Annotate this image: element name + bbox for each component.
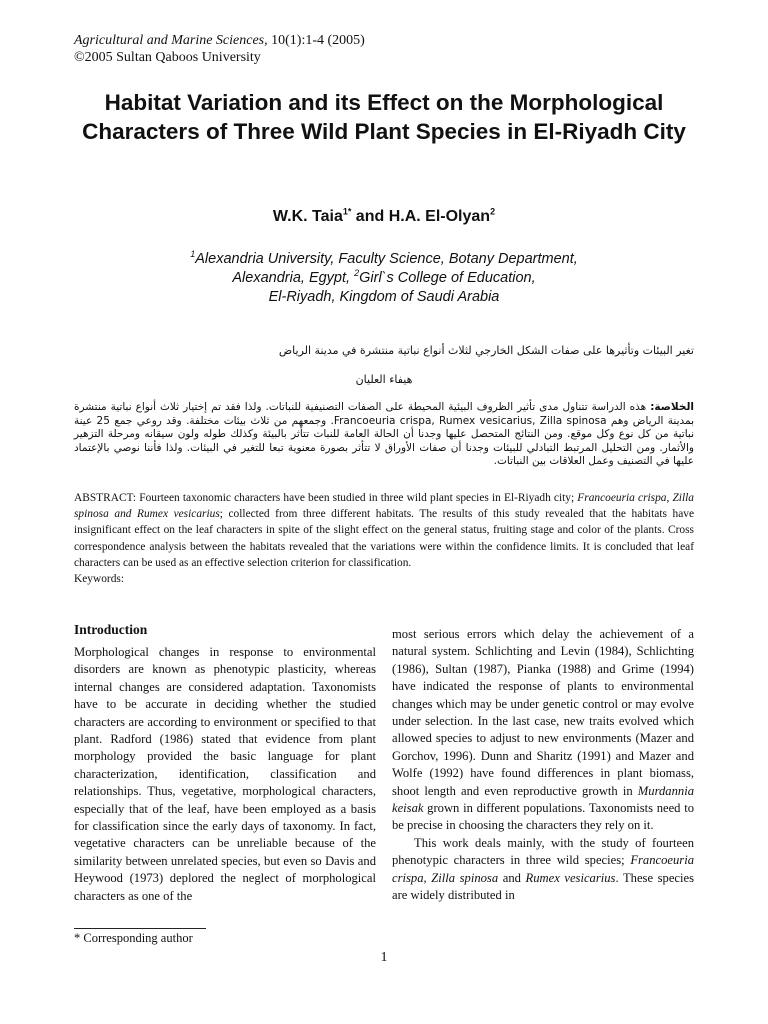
journal-citation <box>74 32 365 49</box>
arabic-title: تغير البيئات وتأثيرها على صفات الشكل الخارجي لثلاث أنواع نباتية منتشرة في مدينة الرياض <box>278 344 694 357</box>
arabic-abstract-label: الخلاصة: <box>650 401 694 413</box>
author-1-superscript: 1* <box>342 206 352 217</box>
arabic-authors: هيفاء العليان <box>355 373 413 386</box>
author-1: W.K. Taia <box>272 208 343 225</box>
right-p2-species-2: Rumex vesicarius <box>525 870 616 885</box>
introduction-paragraph-right-1 <box>392 626 694 835</box>
introduction-heading: Introduction <box>74 622 148 637</box>
affiliation-superscript-1: 1 <box>190 249 196 260</box>
abstract-species: Francoeuria crispa, Zilla spinosa and Rumex vesicarius <box>74 492 694 521</box>
right-p2-text-b: . These species are widely distributed in <box>392 870 695 903</box>
right-p1-text-b: grown in different populations. Taxonomists need to be precise in choosing the characters they rely on it. <box>392 801 694 833</box>
affiliation-line-3: El-Riyadh, Kingdom of Saudi Arabia <box>268 289 500 305</box>
right-p1-text-a: most serious errors which delay the achievement of a natural system. Schlichting and Levin (1984), Schlichting (1986), Sultan (1987), Pianka (1988) and Grime (1994) have indicated the response of plants to environmental changes which may be under genetic control or may evolve under selection. In the last case, new traits evolved which allowed species to adjust to new environments (Mazer and Gorchov, 1996). Dunn and Sharitz (1991) and Mazer and Wolfe (1992) have found differences in plant biomass, shoot length and even reproductive growth in <box>392 627 694 798</box>
affiliation-text-1: Alexandria University, Faculty Science, Botany Department, <box>195 251 578 267</box>
introduction-paragraph-right-2 <box>392 835 694 905</box>
footnote-rule <box>74 928 206 929</box>
introduction-paragraph-left: Morphological changes in response to environmental disorders are known as phenotypic plasticity, whereas internal changes are considered adaptation. Taxonomists have to be accurate in deciding whether the studied characters are according to environment or specified to that plant. Radford (1986) stated that evidence from plant morphology provided the basic language for plant characterization, identification, classification and relationships. Thus, vegetative, morphological characters, especially that of the leaf, have been employed as a basis for classification since the early days of taxonomy. In fact, vegetative characters can be unreliable because of the similarity between unrelated species, but even so Davis and Heywood (1973) deplored the neglect of morphological characters as one of the <box>74 645 376 903</box>
journal-issue: , 10(1):1-4 (2005) <box>264 33 365 48</box>
affiliation-text-2a: Alexandria, Egypt, <box>232 270 355 286</box>
author-connector: and <box>351 208 389 225</box>
right-p2-text-mid: and <box>498 870 526 885</box>
left-column <box>74 620 376 905</box>
abstract-text-b: ; collected from three different habitats. The results of this study revealed that the habitats have insignificant effect on the leaf characters in spite of the slight effect on the general status, fruiting stage and color of the plants. Cross correspondence analysis between the habitats revealed that the variations were within the confidence limits. It is concluded that leaf characters can be used as an effective selection criterion for classification. <box>74 508 695 569</box>
affiliation-superscript-2: 2 <box>354 268 360 279</box>
author-2-superscript: 2 <box>490 206 496 217</box>
right-column <box>392 626 694 905</box>
author-2: H.A. El-Olyan <box>388 208 491 225</box>
affiliation-block <box>60 250 708 307</box>
copyright-line: ©2005 Sultan Qaboos University <box>74 50 261 65</box>
journal-header <box>74 32 365 66</box>
journal-name: Agricultural and Marine Sciences <box>74 33 265 48</box>
affiliation-line-2 <box>60 269 708 288</box>
right-p2-species-1: Francoeuria crispa, Zilla spinosa <box>392 853 694 885</box>
page-number: 1 <box>380 950 388 965</box>
author-line <box>60 207 708 227</box>
paper-title: Habitat Variation and its Effect on the Morphological Characters of Three Wild Plant Species in El-Riyadh City <box>82 90 686 144</box>
right-p1-species: Murdannia keisak <box>392 783 694 816</box>
keywords-label: Keywords: <box>74 573 124 586</box>
footnote: * Corresponding author <box>74 931 193 945</box>
abstract-text-a: ABSTRACT: Fourteen taxonomic characters have been studied in three wild plant species in El-Riyadh city; <box>74 492 578 504</box>
arabic-abstract <box>74 401 694 469</box>
arabic-abstract-text: هذه الدراسة تتناول مدى تأثير الظروف البيئية المحيطة على الصفات التصنيفية للنباتات. ولذا فقد تم إختيار ثلاث أنواع نباتية منتشرة بمدينة الرياض وهم Francoeuria crispa, Rumex vesicarius, Zilla spinosa. وجمعهم من ثلاث بيئات مختلفة. وقد روعي جمع 25 عينة نباتية من كل نوع وكل موقع. ومن النتائج المتحصل عليها وجدنا أن الحالة العامة للنبات تتأثر بالبيئة وكذلك طوله ولون سيقانه ومرحلة التزهير والأثمار. ومن التحليل المرتبط التبادلي للبيئات وجدنا أن صفات الأوراق لا تتأثر بصورة معنوية تبعا للتغير في البيئات. ولذا فأننا نوصي بالإعتماد عليها في التصنيف وعمل العلاقات بين النباتات. <box>74 401 695 468</box>
english-abstract <box>74 490 694 587</box>
right-p2-text-a: This work deals mainly, with the study of fourteen phenotypic characters in three wild species; <box>392 835 694 868</box>
affiliation-text-2b: Girl`s College of Education, <box>359 270 536 286</box>
affiliation-line-1 <box>60 250 708 269</box>
